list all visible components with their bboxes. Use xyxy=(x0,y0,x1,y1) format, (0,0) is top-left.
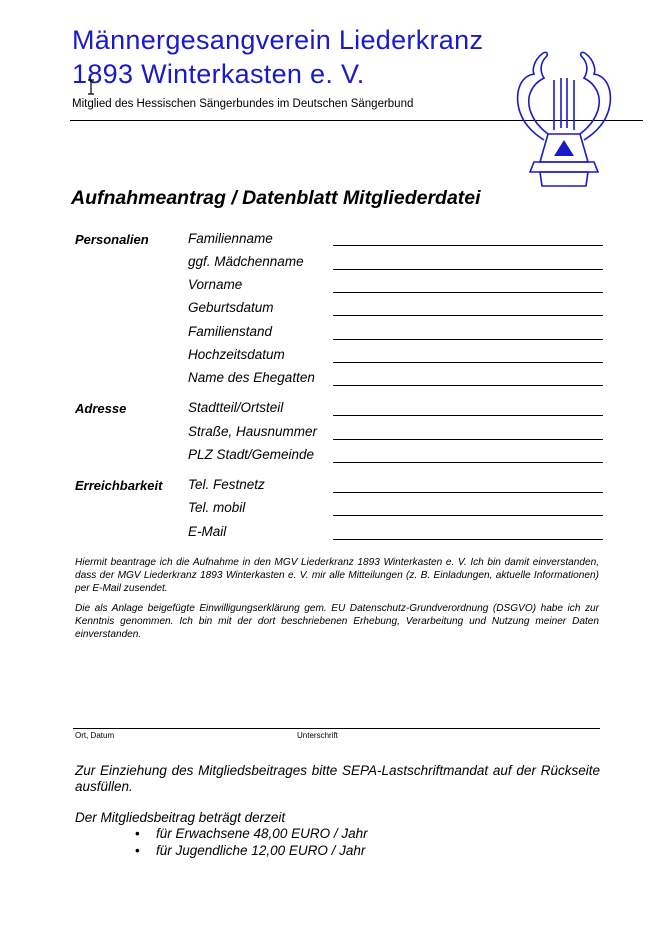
place-date-label: Ort, Datum xyxy=(75,731,115,740)
field-input-landline[interactable] xyxy=(333,492,603,493)
text-cursor-icon xyxy=(86,79,96,95)
consent-paragraph-gdpr: Die als Anlage beigefügte Einwilligungserklärung gem. EU Datenschutz-Grundverordnung (DSGVO) habe ich zur Kenntnis genommen. Ich bin mit der dort beschriebenen Erhebung, Verarbeitung und Nutzung meiner Daten einverstanden. xyxy=(75,603,599,640)
section-heading-contact: Erreichbarkeit xyxy=(75,478,163,493)
field-input-district[interactable] xyxy=(333,415,603,416)
field-label-family-name: Familienname xyxy=(188,231,273,246)
field-input-first-name[interactable] xyxy=(333,292,603,293)
field-label-email: E-Mail xyxy=(188,524,227,539)
form-title: Aufnahmeantrag / Datenblatt Mitgliederdatei xyxy=(71,187,481,209)
field-label-wedding-date: Hochzeitsdatum xyxy=(188,347,285,362)
signature-line[interactable] xyxy=(73,728,600,729)
fee-item-youth xyxy=(135,843,365,858)
field-label-zip-city: PLZ Stadt/Gemeinde xyxy=(188,447,315,462)
org-name-line2: 1893 Winterkasten e. V. xyxy=(72,59,365,89)
field-label-maiden-name: ggf. Mädchenname xyxy=(188,254,304,269)
fee-item-label: für Jugendliche 12,00 EURO / Jahr xyxy=(156,843,366,858)
field-label-marital-status: Familienstand xyxy=(188,324,273,339)
field-input-wedding-date[interactable] xyxy=(333,362,603,363)
signature-label: Unterschrift xyxy=(297,731,338,740)
field-input-zip-city[interactable] xyxy=(333,462,603,463)
field-input-street[interactable] xyxy=(333,439,603,440)
field-input-marital-status[interactable] xyxy=(333,339,603,340)
org-name-line1: Männergesangverein Liederkranz xyxy=(72,25,484,55)
field-label-spouse-name: Name des Ehegatten xyxy=(188,370,315,385)
field-input-spouse-name[interactable] xyxy=(333,385,603,386)
field-input-mobile[interactable] xyxy=(333,515,603,516)
fee-item-adults xyxy=(135,826,368,841)
fee-item-label: für Erwachsene 48,00 EURO / Jahr xyxy=(156,826,368,841)
field-input-email[interactable] xyxy=(333,539,603,540)
lyre-icon xyxy=(514,48,614,190)
field-label-first-name: Vorname xyxy=(188,277,243,292)
section-heading-personal: Personalien xyxy=(75,232,149,247)
fee-intro: Der Mitgliedsbeitrag beträgt derzeit xyxy=(75,810,286,825)
field-label-district: Stadtteil/Ortsteil xyxy=(188,400,284,415)
org-membership-subline: Mitglied des Hessischen Sängerbundes im Deutschen Sängerbund xyxy=(72,98,414,110)
field-input-birth-date[interactable] xyxy=(333,315,603,316)
bullet-icon: • xyxy=(135,826,140,841)
field-input-maiden-name[interactable] xyxy=(333,269,603,270)
consent-paragraph-membership: Hiermit beantrage ich die Aufnahme in den MGV Liederkranz 1893 Winterkasten e. V. Ich bin damit einverstanden, dass der MGV Liederkranz 1893 Winterkasten e. V. mir alle Mitteilungen (z. B. Einladungen, aktuelle Informationen) per E-Mail zusendet. xyxy=(75,557,599,594)
bullet-icon: • xyxy=(135,843,140,858)
field-label-birth-date: Geburtsdatum xyxy=(188,300,274,315)
field-label-mobile: Tel. mobil xyxy=(188,500,246,515)
field-label-landline: Tel. Festnetz xyxy=(188,477,265,492)
sepa-note: Zur Einziehung des Mitgliedsbeitrages bitte SEPA-Lastschriftmandat auf der Rückseite ausfüllen. xyxy=(75,763,600,794)
section-heading-address: Adresse xyxy=(75,401,127,416)
field-input-family-name[interactable] xyxy=(333,245,603,246)
field-label-street: Straße, Hausnummer xyxy=(188,424,318,439)
